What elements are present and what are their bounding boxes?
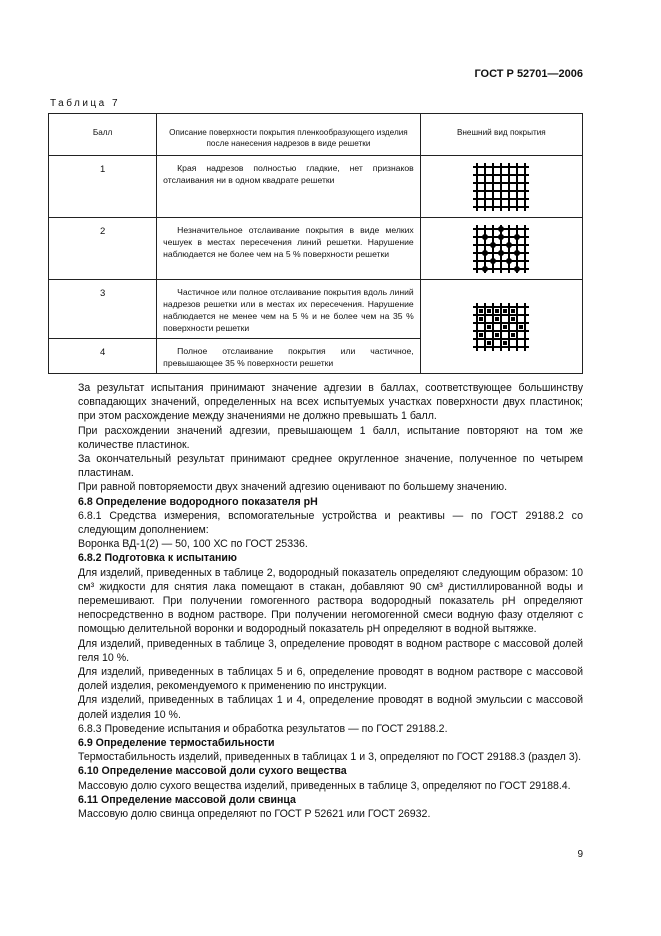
paragraph: Для изделий, приведенных в таблицах 1 и 4, определение проводят в водной эмульсии с массовой долей изделия 10 %. (78, 694, 583, 721)
appearance-cell (420, 280, 582, 374)
table-row (49, 218, 583, 280)
paragraph: Массовую долю сухого вещества изделий, приведенных в таблице 3, определяют по ГОСТ 29188.4. (78, 779, 571, 792)
paragraph: При расхождении значений адгезии, превышающем 1 балл, испытание повторяют на том же количестве пластинок. (78, 424, 583, 451)
row-description: Края надрезов полностью гладкие, нет признаков отслаивания ни в одном квадрате решетки (157, 156, 421, 218)
appearance-cell (420, 156, 582, 218)
paragraph: 6.8.1 Средства измерения, вспомогательные устройства и реактивы — по ГОСТ 29188.2 со следующим дополнением: (78, 509, 583, 537)
row-description: Частичное или полное отслаивание покрытия вдоль линий надрезов решетки или в местах их пересечения. Нарушение наблюдается не менее чем на 5 % и не более чем на 35 % поверхности решетки (157, 280, 421, 339)
paragraph: Для изделий, приведенных в таблице 2, водородный показатель определяют следующим образом: 10 см³ жидкости для снятия лака помещают в стакан, добавляют 90 см³ дистиллированной воды и перемешивают. При получении гомогенного раствора водородный показатель рН определяют непосредственно в водном растворе. При получении негомогенной смеси водную фазу отделяют с помощью делительной воронки и водородный показатель рН определяют в водной вытяжке. (78, 566, 583, 636)
page-number: 9 (577, 849, 583, 860)
table-caption: Таблица 7 (50, 98, 121, 109)
grid-clean-icon (471, 161, 531, 213)
section-heading-6-10: 6.10 Определение массовой доли сухого вещества (78, 765, 347, 778)
appearance-cell (420, 218, 582, 280)
header-ball: Балл (49, 114, 157, 156)
ball-value: 1 (49, 156, 157, 218)
paragraph: За окончательный результат принимают среднее округленное значение, полученное по четырем пластинам. (78, 453, 583, 480)
table-row (49, 280, 583, 339)
table-header-row (49, 114, 583, 156)
body-text (78, 381, 583, 821)
section-heading-6-11: 6.11 Определение массовой доли свинца (78, 793, 296, 806)
paragraph: Массовую долю свинца определяют по ГОСТ Р 52621 или ГОСТ 26932. (78, 808, 431, 821)
ball-value: 3 (49, 280, 157, 339)
paragraph: Воронка ВД-1(2) — 50, 100 ХС по ГОСТ 25336. (78, 538, 308, 551)
paragraph: Для изделий, приведенных в таблице 3, определение проводят в водном растворе с массовой долей геля 10 %. (78, 637, 583, 664)
section-heading-6-8: 6.8 Определение водородного показателя рН (78, 495, 318, 508)
adhesion-table (48, 113, 583, 374)
paragraph: Термостабильность изделий, приведенных в таблицах 1 и 3, определяют по ГОСТ 29188.3 (раздел 3). (78, 751, 582, 764)
section-heading-6-8-2: 6.8.2 Подготовка к испытанию (78, 552, 237, 565)
paragraph: За результат испытания принимают значение адгезии в баллах, соответствующее большинству совпадающих значений, определенных на всех испытуемых участках поверхности двух пластинок; при этом расхождение между значениями не должно превышать 1 балл. (78, 382, 583, 423)
ball-value: 2 (49, 218, 157, 280)
grid-flaked-lines-icon (471, 301, 531, 353)
header-appearance: Внешний вид покрытия (420, 114, 582, 156)
row-description: Незначительное отслаивание покрытия в виде мелких чешуек в местах пересечения линий решетки. Нарушение наблюдается не более чем на 5 % поверхности решетки (157, 218, 421, 280)
paragraph: Для изделий, приведенных в таблицах 5 и 6, определение проводят в водном растворе с массовой долей изделия, рекомендуемого к применению по инструкции. (78, 666, 583, 693)
row-description: Полное отслаивание покрытия или частичное, превышающее 35 % поверхности решетки (157, 339, 421, 374)
table-row (49, 156, 583, 218)
document-code: ГОСТ Р 52701—2006 (474, 68, 583, 80)
section-heading-6-9: 6.9 Определение термостабильности (78, 737, 275, 750)
header-description: Описание поверхности покрытия пленкообразующего изделия после нанесения надрезов в виде решетки (157, 114, 421, 156)
grid-flaked-intersections-icon (471, 223, 531, 275)
ball-value: 4 (49, 339, 157, 374)
paragraph: 6.8.3 Проведение испытания и обработка результатов — по ГОСТ 29188.2. (78, 722, 448, 735)
paragraph: При равной повторяемости двух значений адгезию оценивают по большему значению. (78, 481, 508, 494)
